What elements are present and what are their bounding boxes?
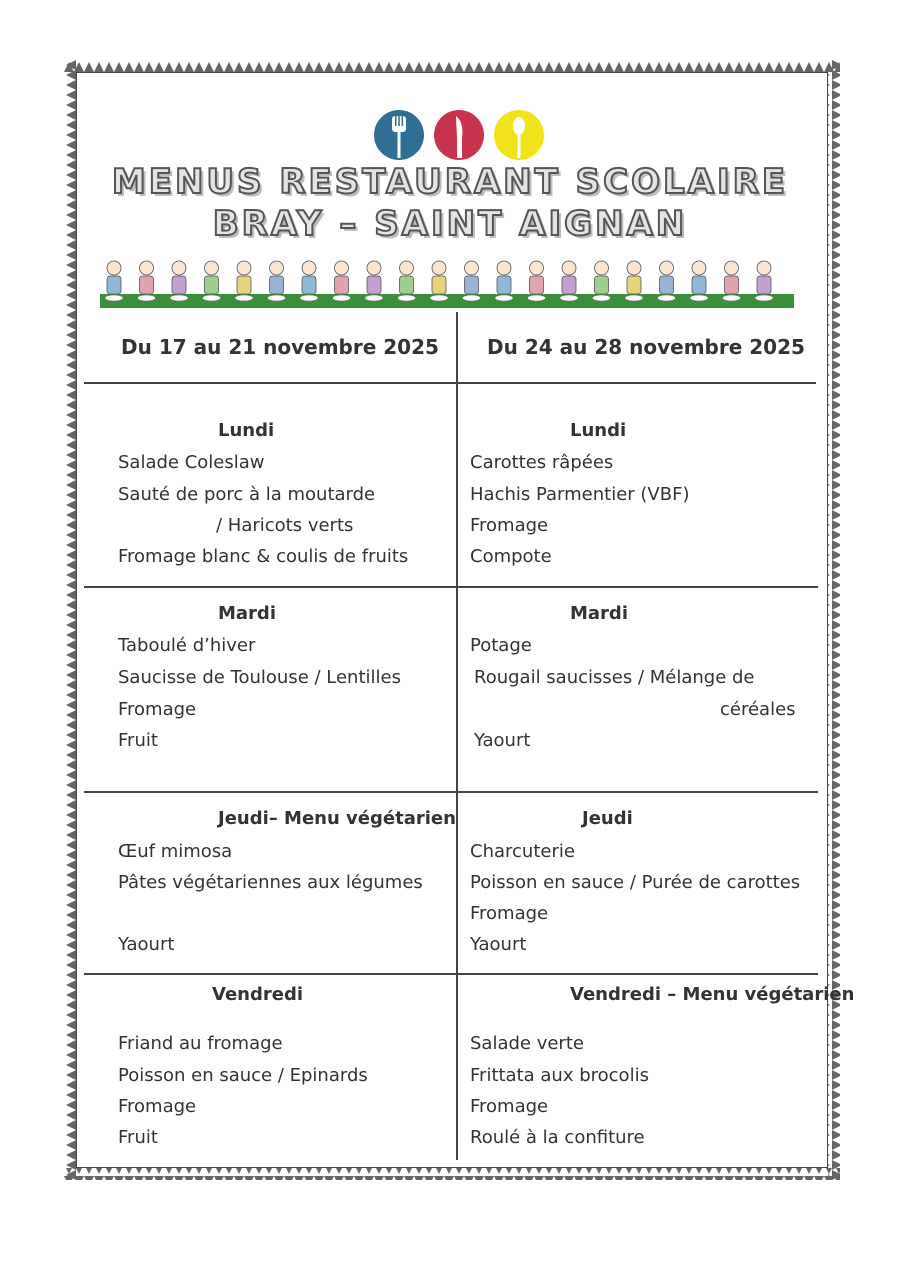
- menu-item: Yaourt: [118, 934, 175, 955]
- page-subtitle: BRAY – SAINT AIGNAN: [212, 204, 688, 244]
- menu-item: Frittata aux brocolis: [470, 1065, 649, 1086]
- menu-item: Saucisse de Toulouse / Lentilles: [118, 667, 401, 688]
- menu-item: Compote: [470, 546, 552, 567]
- day-label: Mardi: [218, 603, 276, 624]
- menu-item: Poisson en sauce / Purée de carottes: [470, 872, 801, 893]
- menu-item: Fromage: [118, 1096, 197, 1117]
- cutlery-logos: [372, 108, 552, 166]
- menu-item: Salade verte: [470, 1033, 584, 1054]
- menu-item: Roulé à la confiture: [470, 1127, 645, 1148]
- menu-item: Fromage: [470, 515, 549, 536]
- day-label: Jeudi– Menu végétarien: [218, 808, 456, 829]
- row-divider: [84, 586, 818, 588]
- menu-item: Yaourt: [470, 934, 527, 955]
- header-divider: [84, 382, 816, 384]
- menu-item: Sauté de porc à la moutarde: [118, 484, 376, 505]
- menu-item: Poisson en sauce / Epinards: [118, 1065, 368, 1086]
- menu-item: Œuf mimosa: [118, 841, 233, 862]
- menu-item: céréales: [720, 699, 796, 720]
- menu-item: Fromage: [470, 1096, 549, 1117]
- menu-item: Taboulé d’hiver: [118, 635, 256, 656]
- day-label: Vendredi: [212, 984, 303, 1005]
- row-divider: [84, 973, 818, 975]
- week2-heading: Du 24 au 28 novembre 2025: [487, 335, 805, 359]
- menu-item: Fruit: [118, 730, 158, 751]
- page-title: MENUS RESTAURANT SCOLAIRE: [111, 162, 789, 202]
- fork-icon: [374, 110, 424, 160]
- menu-item: Yaourt: [474, 730, 531, 751]
- menu-item: Fromage: [470, 903, 549, 924]
- column-divider: [456, 312, 458, 1160]
- menu-item: Friand au fromage: [118, 1033, 283, 1054]
- day-label: Vendredi – Menu végétarien: [570, 984, 855, 1005]
- menu-item: Potage: [470, 635, 532, 656]
- menu-item: Rougail saucisses / Mélange de: [474, 667, 755, 688]
- day-label: Lundi: [570, 420, 627, 441]
- menu-item: Fromage: [118, 699, 197, 720]
- menu-item: Pâtes végétariennes aux légumes: [118, 872, 423, 893]
- row-divider: [84, 791, 818, 793]
- spoon-icon: [494, 110, 544, 160]
- week1-heading: Du 17 au 21 novembre 2025: [121, 335, 439, 359]
- day-label: Mardi: [570, 603, 628, 624]
- menu-item: Hachis Parmentier (VBF): [470, 484, 690, 505]
- menu-item: Carottes râpées: [470, 452, 614, 473]
- knife-icon: [434, 110, 484, 160]
- menu-item: Charcuterie: [470, 841, 575, 862]
- day-label: Lundi: [218, 420, 275, 441]
- menu-item: Fruit: [118, 1127, 158, 1148]
- menu-item: Salade Coleslaw: [118, 452, 265, 473]
- day-label: Jeudi: [582, 808, 633, 829]
- menu-item: / Haricots verts: [216, 515, 354, 536]
- children-at-table-illustration: [100, 256, 800, 310]
- menu-item: Fromage blanc & coulis de fruits: [118, 546, 409, 567]
